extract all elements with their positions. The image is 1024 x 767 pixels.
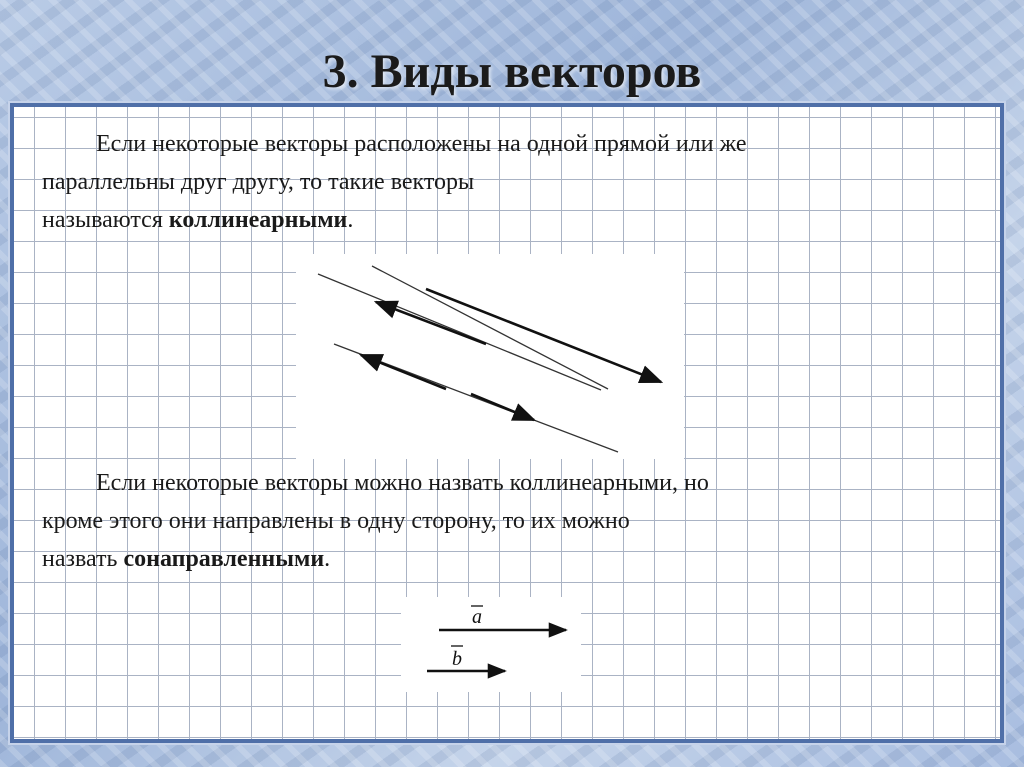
paragraph-collinear-line3-prefix: называются <box>42 207 169 233</box>
collinear-vectors-figure <box>296 254 684 459</box>
parallel-line-middle <box>318 274 601 390</box>
paragraph-codirectional-line3-prefix: назвать <box>42 546 124 572</box>
paragraph-collinear-line3-suffix: . <box>347 207 354 233</box>
codirectional-vectors-diagram <box>401 597 581 692</box>
vector-middle-left <box>376 302 486 344</box>
vector-bottom-left <box>361 355 446 389</box>
slide-title: 3. Виды векторов <box>322 45 702 98</box>
paragraph-codirectional-line1: Если некоторые векторы можно назвать коллинеарными, но <box>96 470 709 496</box>
parallel-line-top <box>372 266 608 389</box>
term-collinear: коллинеарными <box>168 207 348 233</box>
paragraph-codirectional <box>42 464 982 578</box>
codirectional-vectors-figure <box>401 597 581 692</box>
paragraph-collinear-line1: Если некоторые векторы расположены на одной прямой или же <box>96 131 747 157</box>
vector-b-label: b <box>452 648 462 670</box>
content-panel <box>10 103 1004 743</box>
vector-bottom-right <box>471 394 534 420</box>
paragraph-codirectional-line2: кроме этого они направлены в одну сторону, то их можно <box>42 508 630 534</box>
paragraph-codirectional-line3-suffix: . <box>324 546 331 572</box>
collinear-vectors-diagram <box>296 254 684 459</box>
paragraph-collinear-line2: параллельны друг другу, то такие векторы <box>42 169 475 195</box>
term-codirectional: сонаправленными <box>123 546 325 572</box>
vector-a-label: a <box>472 606 482 628</box>
paragraph-collinear <box>42 125 982 239</box>
